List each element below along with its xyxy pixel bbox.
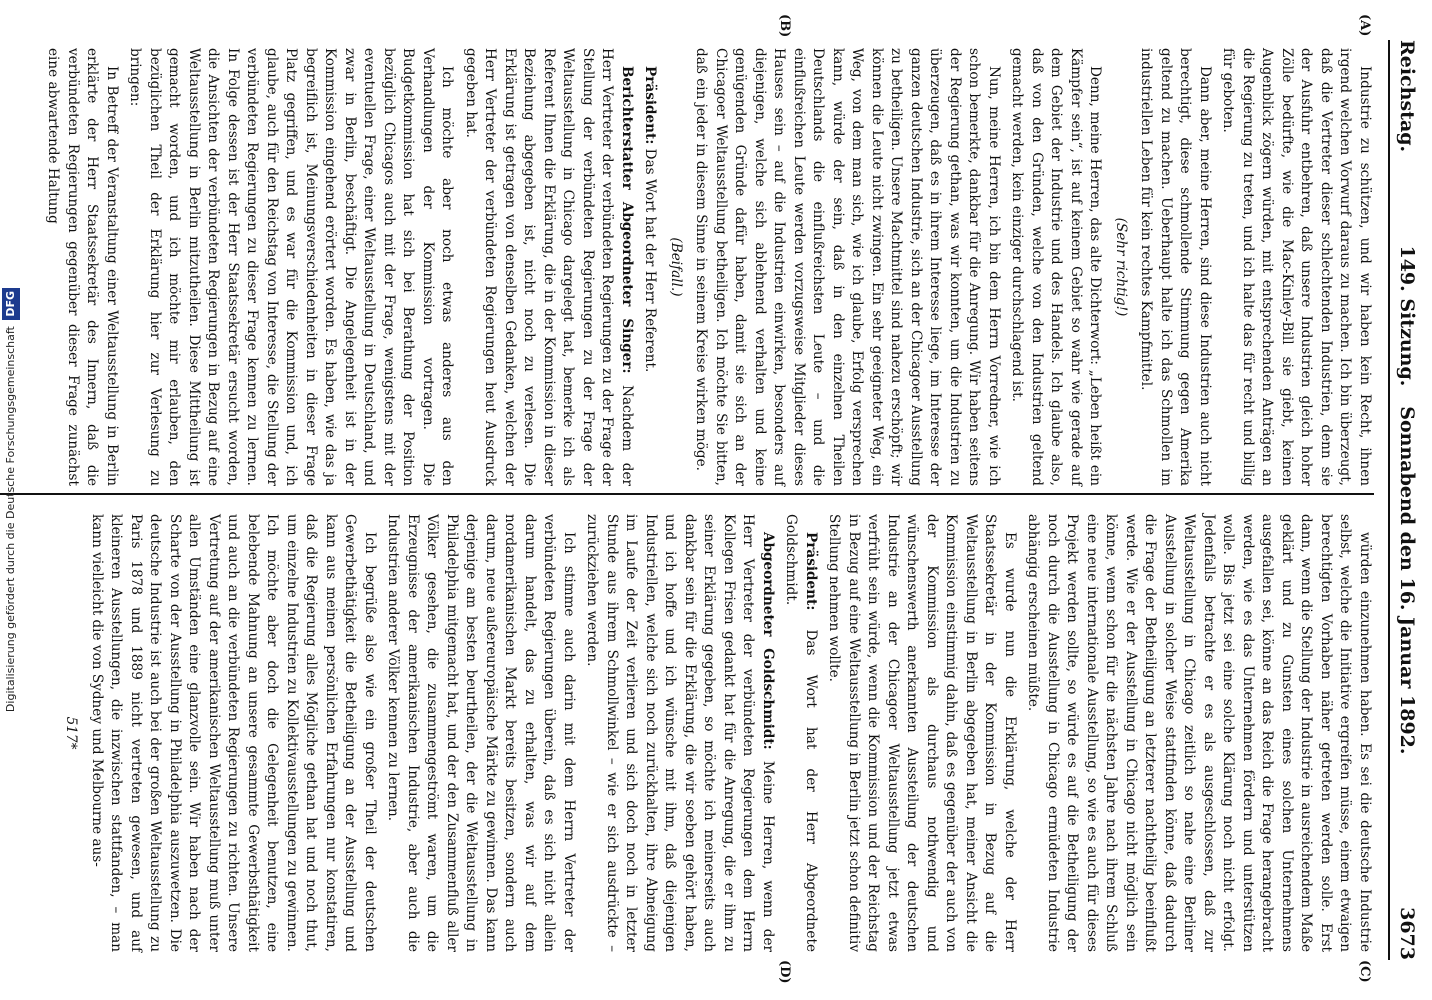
footer-strip (2, 0, 20, 1000)
speaker-label: Präsident: (803, 532, 819, 611)
paragraph: 517* (63, 716, 80, 750)
digitization-credit (2, 0, 20, 1000)
dfg-logo: DFG (2, 288, 20, 320)
digitization-text: Digitalisierung gefördert durch die Deutsche Forschungsgemeinschaft (4, 326, 17, 713)
speaker-label: Abgeordneter Goldschmidt: (760, 532, 776, 750)
paragraph: Ich möchte aber noch etwas anderes aus den Verhandlungen der Kommission vortragen. Die Budgetkommission hat sich bei Berathung der Position bezüglich Chicagos auch mit der Frage, wenigstens mit der eventuellen Frage, einer Weltausstellung in Deutschland, und zwar in Berlin, beschäftigt. Die Angelegenheit ist in der Kommission eingehend erörtert worden. Es haben, wie das ja begreiflich ist, Meinungsverschiedenheiten in dieser Frage Platz gegriffen, und es war für die Kommission und, ich glaube, auch für den Reichstag von Interesse, die Stellung der verbündeten Regierungen zu dieser Frage kennen zu lernen. In Folge dessen ist der Herr Staatssekretär ersucht worden, die Ansichten der verbündeten Regierungen in Bezug auf eine Weltausstellung in Berlin mitzutheilen. Diese Mittheilung ist gemacht worden, und ich möchte mir erlauben, den bezüglichen Theil der Erklärung hier zur Verlesung zu bringen: (127, 48, 456, 486)
paragraph: Es wurde nun die Erklärung, welche der Herr Staatssekretär in der Kommission in Bezug auf die Weltausstellung in Berlin abgegeben hat, meiner Ansicht die Kommission einstimmig dahin, daß es gegenüber der auch von der Kommission als durchaus nothwendig und wünschenswerth anerkannten Aussteilung der deutschen Industrie an der Chicagoer Weltausstellung jetzt etwas verfrüht sein würde, wenn die Kommission und der Reichstag in Bezug auf eine Weltausstellung in Berlin jetzt schon definitiv Stellung nehmen wollte. (826, 514, 1018, 952)
left-column (39, 48, 1374, 486)
paragraph: Industrie zu schützen, und wir haben kein Recht, ihnen irgend welchen Vorwurf daraus zu machen. Ich bin überzeugt, daß die Vertreter dieser schlechtenden Industrien, denn sie der Ausfuhr entbehren, daß unsere Industrien gleich hoher Zölle bedürfte, wie die Mac-Kinley-Bill sie giebt, keinen Augenblick zögern würden, mit entsprechenden Anträgen an die Regierung zu treten, und ich halte das für recht und billig für geboten. (1220, 48, 1373, 486)
paragraph: Ich begrüße also wie ein großer Theil der deutschen Gewerbethätigkeit die Betheiligung an der Ausstellung und kann aus meinen persönlichen Erfahrungen nur konstatiren, daß die Regierung alles Mögliche gethan hat und noch thut, um einzelne Industrien zu Kollektivausstellungen zu gewinnen. Ich möchte aber doch die Gelegenheit benutzen, eine belebende Mahnung an unsere gesammte Gewerbsthätigkeit und auch an die verbündeten Regierungen zu richten. Unsere Vertretung auf der amerikanischen Weltausstellung muß unter allen Umständen eine glanzvolle sein. Wir haben nach der Scharte von der Ausstellung in Philadelphia auszuwetzen. Die deutsche Industrie ist auch bei der großen Weltausstellung zu Paris 1878 und 1889 nicht vertreten gewesen, und auf kleineren Ausstellungen, die inzwischen stattfanden, – man kann vielleicht die von Sydney und Melbourne aus- (89, 514, 378, 952)
paragraph: Präsident: Das Wort hat der Herr Abgeordnete Goldschmidt. (783, 514, 819, 952)
paragraph: Abgeordneter Goldschmidt: Meine Herren, wenn der Herr Vertreter der verbündeten Regierungen dem Herrn Kollegen Frisen gedankt hat für die Anregung, die er ihm zu seiner Erklärung gegeben, so möchte ich meinerseits auch dankbar sein für die Erklärung, die wir soeben gehört haben, und ich hoffe und ich wünsche mit ihm, daß diejenigen Industriellen, welche sich noch zurückhalten, ihre Abneigung im Laufe der Zeit verlieren und sich doch noch in letzter Stunde aus ihrem Schmollwinkel – wie er sich ausdrückte – zurückziehen werden. (584, 514, 776, 952)
paragraph: Nun, meine Herren, ich bin dem Herrn Vorredner, wie ich schon bemerkte, dankbar für die Anregung. Wir haben seitens der Regierung gethan, was wir konnten, um die Industrien zu überzeugen, daß es in ihrem Interesse liege, im Interesse der ganzen deutschen Industrie, sich an der Chicagoer Ausstellung zu betheiligen. Unsere Machtmittel sind nahezu erschöpft; wir können die Leute nicht zwingen. Ein sehr geeigneter Weg, ein Weg, von dem man sich, wie ich glaube, Erfolg versprechen kann, würde der sein, daß in den einzelnen Theilen Deutschlands die einflußreichsten Leute – und die einflußreichen Leute werden vorzugsweise Mitglieder dieses Hauses sein – auf die Industrien einwirken, besonders auf diejenigen, welche sich ablehnend verhalten und keine genügenden Gründe dafür haben, damit sie sich an der Chicagoer Weltausstellung betheiligen. Ich möchte Sie bitten, daß ein jeder in diesem Sinne in seinem Kreise wirken möge. (693, 48, 1002, 486)
header-left: Reichstag. (1396, 40, 1418, 153)
paragraph: (Beifall.) (668, 237, 684, 297)
header-date: Sonnabend den 16. Januar 1892. (1396, 406, 1418, 755)
margin-marker-d: (D) (777, 960, 792, 984)
margin-marker-c: (C) (1357, 960, 1372, 983)
paragraph: würden einzunehmen haben. Es sei die deutsche Industrie selbst, welche die Initiative ergreifen müsse, einem etwaigen berechtigten Vorhaben näher getreten werden solle. Erst dann, wenn die Stellung der Industrie in ausreichendem Maße geklärt und zu Gunsten eines solchen Unternehmens ausgefallen sei, könne an das Reich die Frage herangebracht werden, wie es das Unternehmen fördern und unterstützen wolle. Bis jetzt sei eine solche Klärung noch nicht erfolgt. Jedenfalls betrachte er es als ausgeschlossen, daß zur Weltausstellung in Chicago zeitlich so nahe eine Berliner Ausstellung in solcher Weise stattfinden könne, daß dadurch die Frage der Betheiligung an letzterer nachtheilig beeinflußt werde. Wie er der Ausstellung in Chicago nicht möglich sein könne, wenn schon für die nächsten Jahre nach ihrem Schluß eine neue internationale Ausstellung, so wie es auch für dieses Projekt werden sollte, so würde es auf die Betheiligung der noch durch die Ausstellung in Chicago ermüdeten Industrie abhängig erscheinen müßte. (1025, 514, 1373, 952)
margin-marker-b: (B) (777, 14, 792, 38)
paragraph: Berichterstatter Abgeordneter Singer: Nachdem der Herr Vertreter der verbündeten Regierungen zu der Frage der Stellung der verbündeten Regierungen zu der Frage der Weltausstellung in Chicago dargelegt hat, bemerke ich als Referent Ihnen die Erklärung, die in der Kommission in dieser Beziehung abgegeben ist, nicht noch zu verlesen. Die Erklärung ist getragen von denselben Gedanken, welchen der Herr Vertreter der verbündeten Regierungen heut Ausdruck gegeben hat. (463, 48, 635, 486)
margin-marker-a: (A) (1357, 14, 1372, 37)
header-session: 149. Sitzung. (1396, 245, 1418, 387)
paragraph: Ich stimme auch darin mit dem Herrn Vertreter der verbündeten Regierungen überein, daß es sich nicht allein darum handelt, das zu erhalten, was wir auf dem nordamerikanischen Markt bereits besitzen, sondern auch darum, neue außereuropäische Märkte zu gewinnen. Das kann derjenige am besten beurtheilen, der die Weltausstellung in Philadelphia mitgemacht hat, und der den Zusammenfluß aller Völker gesehen, die zusammengeströmt waren, um die Erzeugnisse der amerikanischen Industrie, aber auch die Industrien anderer Völker kennen zu lernen. (385, 514, 577, 952)
right-column (55, 514, 1374, 952)
paragraph: In Betreff der Veranstaltung einer Weltausstellung in Berlin erklärte der Herr Staatssekretär des Innern, daß die verbündeten Regierungen gegenüber dieser Frage zunächst eine abwartende Haltung (45, 48, 120, 486)
speaker-label: Präsident: (642, 66, 659, 145)
page-number: 3673 (1396, 907, 1418, 960)
column-divider (0, 493, 1374, 495)
paragraph: Denn, meine Herren, das alte Dichterwort: „Leben heißt ein Kämpfer sein“, ist auf keinem Gebiet so wahr wie gerade auf dem Gebiet der Industrie und des Handels. Ich glaube also, daß von den Gründen, welche von den Industrien geltend gemacht werden, kein einziger durchschlagend ist. (1009, 48, 1104, 486)
page-header (1388, 40, 1422, 960)
paragraph: Dann aber, meine Herren, sind diese Industrien auch nicht berechtigt, diese schmollende Stimmung gegen Amerika geltend zu machen. Ueberhaupt halte ich das Schmollen im industriellen Leben für kein rechtes Kampfmittel. (1138, 48, 1213, 486)
paragraph: Präsident: Das Wort hat der Herr Referent. (642, 66, 659, 373)
header-center (1396, 40, 1418, 960)
speaker-label: Berichterstatter Abgeordneter Singer: (619, 66, 635, 374)
paragraph: (Sehr richtig!) (1113, 217, 1129, 317)
